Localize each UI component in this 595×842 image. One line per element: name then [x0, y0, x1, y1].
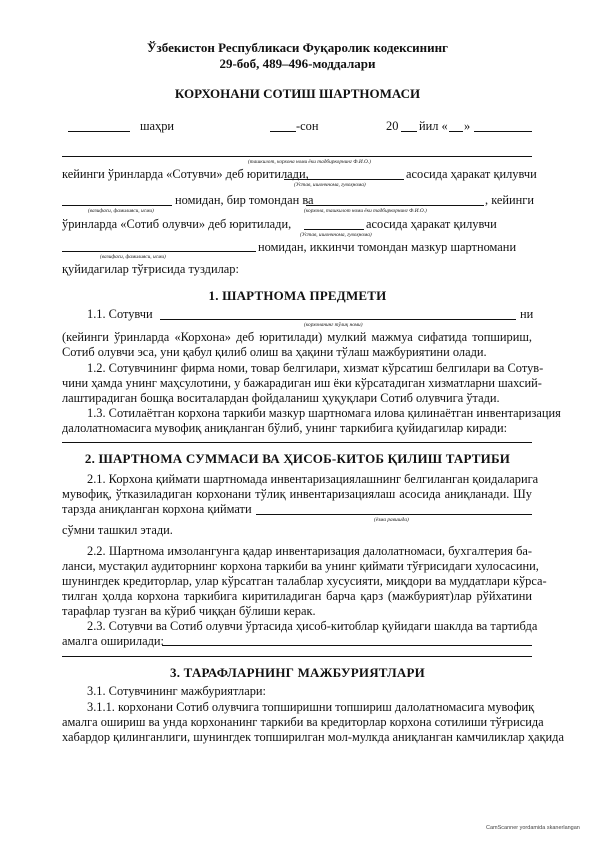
hint-value-in-words: (ёзма равишда)	[374, 517, 409, 523]
number-blank	[270, 131, 296, 132]
month-blank	[474, 131, 532, 132]
clause-2-2-line-4: тилган ҳолда корхона таркибига киритиладиган барча қарз (мажбурият)лар рўйхатини	[62, 589, 532, 603]
clause-2-3-line-2: амалга оширилади:	[62, 634, 164, 648]
day-blank	[449, 131, 463, 132]
seller-basis-blank	[284, 179, 404, 180]
clause-2-2-line-2: ланси, мустақил аудиторнинг корхона таркиби ва унинг қиймати тўғрисидаги хулосасини,	[62, 559, 539, 573]
seller-name-blank	[62, 156, 532, 157]
document-title: КОРХОНАНИ СОТИШ ШАРТНОМАСИ	[174, 86, 421, 101]
preamble-line-3-end: асосида ҳаракат қилувчи	[366, 217, 497, 231]
hint-buyer-basis: (Устав, ишончнома, гувоҳнома)	[300, 232, 372, 238]
clause-2-2-line-1: 2.2. Шартнома имзолангунга қадар инвентаризация далолатномаси, бухгалтерия ба-	[87, 544, 532, 558]
preamble-line-1: кейинги ўринларда «Сотувчи» деб юритилади,	[62, 167, 309, 181]
buyer-name-blank	[306, 205, 484, 206]
clause-3-1-1-line-3: хабардор қилинганлиги, шунингдек топширилган мол-мулкда аниқланган камчиликлар ҳақида	[62, 730, 564, 744]
city-label: шаҳри	[140, 119, 175, 133]
hint-enterprise-name: (корхонанинг тўлиқ номи)	[304, 322, 363, 328]
preamble-line-5: қуйидагилар тўғрисида туздилар:	[62, 262, 239, 276]
buyer-basis-blank	[304, 229, 364, 230]
payment-terms-blank-1	[162, 645, 532, 646]
section-2-title: 2. ШАРТНОМА СУММАСИ ВА ҲИСОБ-КИТОБ ҚИЛИШ ТАРТИБИ	[84, 451, 511, 466]
hint-buyer-name: (корхона, ташкилот номи ёки тадбиркорнинг Ф.И.О.)	[304, 208, 427, 214]
payment-terms-blank-2	[62, 656, 532, 657]
hint-seller-rep: (вазифаси, фамилияси, исми)	[88, 208, 154, 214]
clause-2-1-line-1: 2.1. Корхона қиймати шартномада инвентаризациялашнинг белгиланган қоидаларига	[87, 472, 539, 486]
year-blank	[401, 131, 417, 132]
clause-2-1-line-4: сўмни ташкил этади.	[62, 523, 173, 537]
preamble-line-2-end: , кейинги	[485, 193, 535, 207]
clause-2-1-line-2: мувофиқ, ўтказиладиган корхонани тўлиқ инвентаризациялаш асосида аниқланади. Шу	[62, 487, 532, 501]
preamble-line-3: ўринларда «Сотиб олувчи» деб юритилади,	[62, 217, 292, 231]
clause-1-2-line-1: 1.2. Сотувчининг фирма номи, товар белгилари, хизмат кўрсатиш белгилари ва Сотув-	[87, 361, 544, 375]
clause-1-2-line-2: чини ҳамда унинг маҳсулотини, у бажарадиган иш ёки кўрсатадиган хизматларни шахсий-	[62, 376, 542, 390]
clause-2-1-line-3: тарзда аниқланган корхона қиймати	[62, 502, 252, 516]
section-1-title: 1. ШАРТНОМА ПРЕДМЕТИ	[208, 288, 387, 303]
hint-seller-basis: (Устав, ишончнома, гувоҳнома)	[294, 182, 366, 188]
clause-2-2-line-3: шунингдек кредиторлар, улар кўрсатган талаблар хусусияти, миқдори ва муддатлари кўрса-	[62, 574, 547, 588]
section-3-title: 3. ТАРАФЛАРНИНГ МАЖБУРИЯТЛАРИ	[170, 665, 425, 680]
clause-3-1: 3.1. Сотувчининг мажбуриятлари:	[87, 684, 267, 698]
year-label: 20	[386, 119, 399, 133]
clause-1-1-line-3: Сотиб олувчи эса, уни қабул қилиб олиш ва ҳақини тўлаш мажбуриятини олади.	[62, 345, 487, 359]
clause-2-3-line-1: 2.3. Сотувчи ва Сотиб олувчи ўртасида ҳисоб-китоблар қуйидаги шаклда ва тартибда	[87, 619, 538, 633]
number-label: -сон	[296, 119, 319, 133]
clause-3-1-1-line-1: 3.1.1. корхонани Сотиб олувчига топширишни топшириш далолатномасига мувофиқ	[87, 700, 535, 714]
clause-3-1-1-line-2: амалга ошириш ва унда корхонанинг таркиби ва кредиторлар корхона сотилиши тўғрисида	[62, 715, 544, 729]
clause-1-1-start: 1.1. Сотувчи	[87, 307, 153, 321]
clause-1-1-line-2: (кейинги ўринларда «Корхона» деб юритилади) мулкий мажмуа сифатида топшириш,	[62, 330, 532, 344]
scanner-footer: CamScanner yordamida skanerlangan	[486, 825, 580, 831]
year-suffix: йил «	[419, 119, 448, 133]
seller-rep-blank	[62, 205, 172, 206]
clause-1-2-line-3: лаштирадиган бошқа воситалардан фойдаланиш ҳуқуқлари Сотиб олувчига ўтади.	[62, 391, 500, 405]
value-in-words-blank	[256, 514, 532, 515]
header-line-1: Ўзбекистон Республикаси Фуқаролик кодексининг	[147, 40, 448, 55]
quote-close: »	[464, 119, 471, 133]
buyer-rep-blank	[62, 251, 256, 252]
preamble-line-1-end: асосида ҳаракат қилувчи	[406, 167, 537, 181]
preamble-line-4: номидан, иккинчи томондан мазкур шартномани	[258, 240, 517, 254]
clause-1-3-line-1: 1.3. Сотилаётган корхона таркиби мазкур шартномага илова қилинаётган инвентаризация	[87, 406, 561, 420]
city-blank	[68, 131, 130, 132]
enterprise-name-blank	[160, 319, 516, 320]
hint-buyer-rep: (вазифаси, фамилияси, исми)	[100, 254, 166, 260]
clause-1-1-end: ни	[520, 307, 534, 321]
section-1-blank-line	[62, 442, 532, 443]
hint-seller-name: (ташкилот, корхона номи ёки тадбиркорнинг Ф.И.О.)	[248, 159, 371, 165]
header-line-2: 29-боб, 489–496-моддалари	[219, 56, 376, 71]
clause-2-2-line-5: тарафлар тузган ва кўриб чиққан бўлиши керак.	[62, 604, 316, 618]
preamble-line-2-mid: номидан, бир томондан ва	[175, 193, 314, 207]
clause-1-3-line-2: далолатномасига мувофиқ аниқланган бўлиб, унинг таркибига қуйидагилар киради:	[62, 421, 508, 435]
